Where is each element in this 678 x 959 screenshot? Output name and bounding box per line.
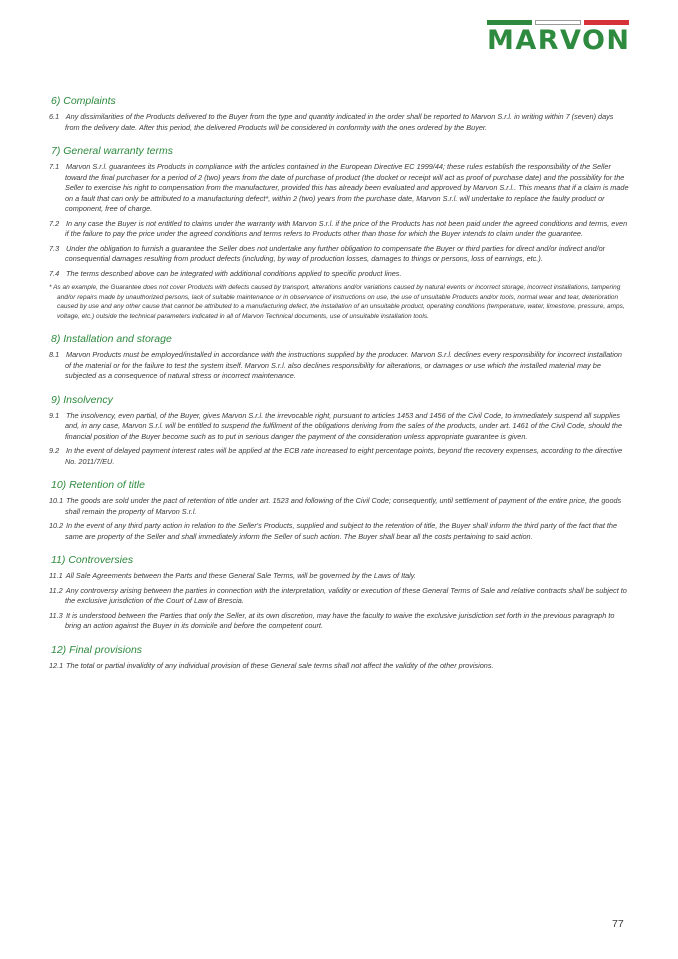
section-heading: 8) Installation and storage — [51, 333, 172, 346]
clause-number: 7.4 — [49, 268, 60, 278]
warranty-footnote: * As an example, the Guarantee does not cover Products with defects caused by transport, alterations and/or variations caused by natural events or incorrect storage, incorrect installations, tampering and/or repairs made by unauthorized persons, lack of suitable maintenance or in observance of instructions on use, the use of unsuitable Products and/or tools, normal wear and tear, deterioration caused by use and any other cause that cannot be attributed to a manufacturing defect, the installation of an unsuitable product, operating conditions (temperature, water, limestone, pressure, amps, voltage, etc.) outside the technical parameters indicated in all of Marvon Technical documents, use of unsuitable installation tools. — [49, 284, 625, 320]
clause-text: The terms described above can be integrated with additional conditions applied to specific product lines. — [66, 268, 402, 278]
clause-text: The total or partial invalidity of any individual provision of these General sale terms shall not affect the validity of the other provisions. — [66, 660, 494, 670]
clause-text: Marvon S.r.l. guarantees its Products in compliance with the articles contained in the European Directive EC 1999/44; these rules establish the responsibility of the Seller toward the final purchaser for a period of 2 (two) years from the date of purchase of product (the docket or receipt will act as proof of purchase date) and the possibility for the Seller to exercise his right to compensation from the manufacturer, provided this has already been evaluated and approved by Marvon S.r.l.. This means that if a claim is made on a fault that can only be attributed to a manufacturing defect*, within 2 (two) years from the purchase date, Marvon S.r.l. will undertake to replace the faulty product or component, free of charge. — [65, 162, 629, 213]
clause-text: In the event of any third party action in relation to the Seller's Products, supplied and subject to the retention of title, the Buyer shall inform the third party of the fact that the same are property of the Seller and shall immediately inform the Seller of such action. The Buyer shall bear all the costs pertaining to said action. — [65, 521, 618, 541]
clause-number: 12.1 — [49, 660, 64, 670]
section-controversies — [49, 553, 630, 632]
clause-text: Under the obligation to furnish a guarantee the Seller does not undertake any further obligation to compensate the Buyer or third parties for direct and/or indirect and/or consequential damages resulting from product defects (including, by way of production losses, damages to things or persons, loss of earnings, etc.). — [65, 243, 606, 263]
section-heading: 6) Complaints — [51, 95, 116, 107]
section-heading: 9) Insolvency — [51, 393, 113, 406]
clause-number: 11.1 — [49, 571, 63, 581]
clause-text: In any case the Buyer is not entitled to claims under the warranty with Marvon S.r.l. if the price of the Products has not been paid under the agreed conditions and terms, even if the failure to pay the price under the agreed conditions and terms refers to Products other than those for which the Buyer intends to claim under the guarantee. — [65, 218, 628, 238]
clause-7-4 — [49, 269, 630, 280]
section-installation-storage — [49, 332, 630, 382]
section-retention-of-title — [49, 478, 630, 542]
section-heading: 11) Controversies — [51, 554, 134, 567]
terms-content — [49, 94, 630, 682]
clause-9-2 — [49, 446, 630, 467]
clause-number: 6.1 — [49, 112, 60, 121]
clause-6-1 — [49, 112, 630, 133]
clause-text: Any controversy arising between the parties in connection with the interpretation, validity or execution of these General Terms of Sale and relative contracts shall be subject to the exclusive jurisdiction of the Court of Law of Brescia. — [65, 585, 627, 606]
clause-number: 7.1 — [49, 162, 60, 171]
clause-number: 11.2 — [49, 585, 63, 595]
clause-8-1 — [49, 350, 630, 382]
clause-12-1 — [49, 661, 630, 672]
clause-number: 9.1 — [49, 410, 60, 420]
clause-number: 9.2 — [49, 446, 60, 456]
clause-number: 10.1 — [49, 496, 64, 506]
page-number: 77 — [612, 918, 624, 930]
clause-11-3 — [49, 611, 630, 632]
clause-text: All Sale Agreements between the Parts and these General Sale Terms, will be governed by the Laws of Italy. — [65, 571, 416, 581]
clause-text: The insolvency, even partial, of the Buyer, gives Marvon S.r.l. the irrevocable right, pursuant to articles 1453 and 1456 of the Civil Code, to immediately suspend all supplies and, in any case, Marvon S.r.l. will be entitled to suspend the fulfilment of the obligations deriving from the sales of the products, under art. 1461 of the Civil Code, should the financial position of the Buyer become such as to put in serious danger the payment of the consideration unless appropriate guarantee is given. — [65, 410, 623, 441]
section-final-provisions — [49, 643, 630, 672]
clause-text: Any dissimilarities of the Products delivered to the Buyer from the type and quantity indicated in the order shall be reported to Marvon S.r.l. in writing within 7 (seven) days from the delivery date. After this period, the delivered Products will be considered in conformity with the ones ordered by the Buyer. — [65, 112, 614, 132]
clause-9-1 — [49, 411, 630, 443]
clause-7-3 — [49, 244, 630, 265]
clause-number: 10.2 — [49, 521, 64, 531]
clause-11-2 — [49, 586, 630, 607]
section-complaints — [49, 94, 630, 133]
logo-text: MARVON — [487, 25, 631, 56]
clause-11-1 — [49, 571, 630, 582]
section-insolvency — [49, 393, 630, 468]
clause-10-1 — [49, 496, 630, 517]
clause-number: 7.3 — [49, 243, 60, 253]
section-heading: 7) General warranty terms — [51, 145, 173, 157]
clause-7-2 — [49, 219, 630, 240]
clause-number: 7.2 — [49, 218, 60, 228]
clause-7-1 — [49, 162, 630, 215]
section-heading: 10) Retention of title — [51, 479, 145, 492]
clause-text: Marvon Products must be employed/installed in accordance with the instructions supplied by the producer. Marvon S.r.l. declines every responsibility for incorrect installation of the material or for the failure to test the system itself. Marvon S.r.l. also declines responsibility for alterations, or damages or use which the installed material may be subjected as a consequence of natural stress or incorrect maintenance. — [65, 350, 622, 381]
clause-text: The goods are sold under the pact of retention of title under art. 1523 and following of the Civil Code; consequently, until settlement of payment of the entire price, the goods shall remain the property of Marvon S.r.l. — [65, 496, 622, 516]
marvon-logo — [487, 20, 629, 58]
clause-10-2 — [49, 521, 630, 542]
section-general-warranty — [49, 144, 630, 321]
section-heading: 12) Final provisions — [51, 643, 143, 656]
clause-text: It is understood between the Parties that only the Seller, at its own discretion, may have the faculty to waive the exclusive jurisdiction set forth in the previous paragraph to bring an action against the Buyer in its domicile and before the competent court. — [65, 610, 615, 631]
clause-number: 8.1 — [49, 350, 60, 360]
clause-number: 11.3 — [49, 610, 63, 620]
clause-text: In the event of delayed payment interest rates will be applied at the ECB rate increased to eight percentage points, beyond the recovery expenses, according to the directive No. 2011/7/EU. — [65, 446, 623, 466]
